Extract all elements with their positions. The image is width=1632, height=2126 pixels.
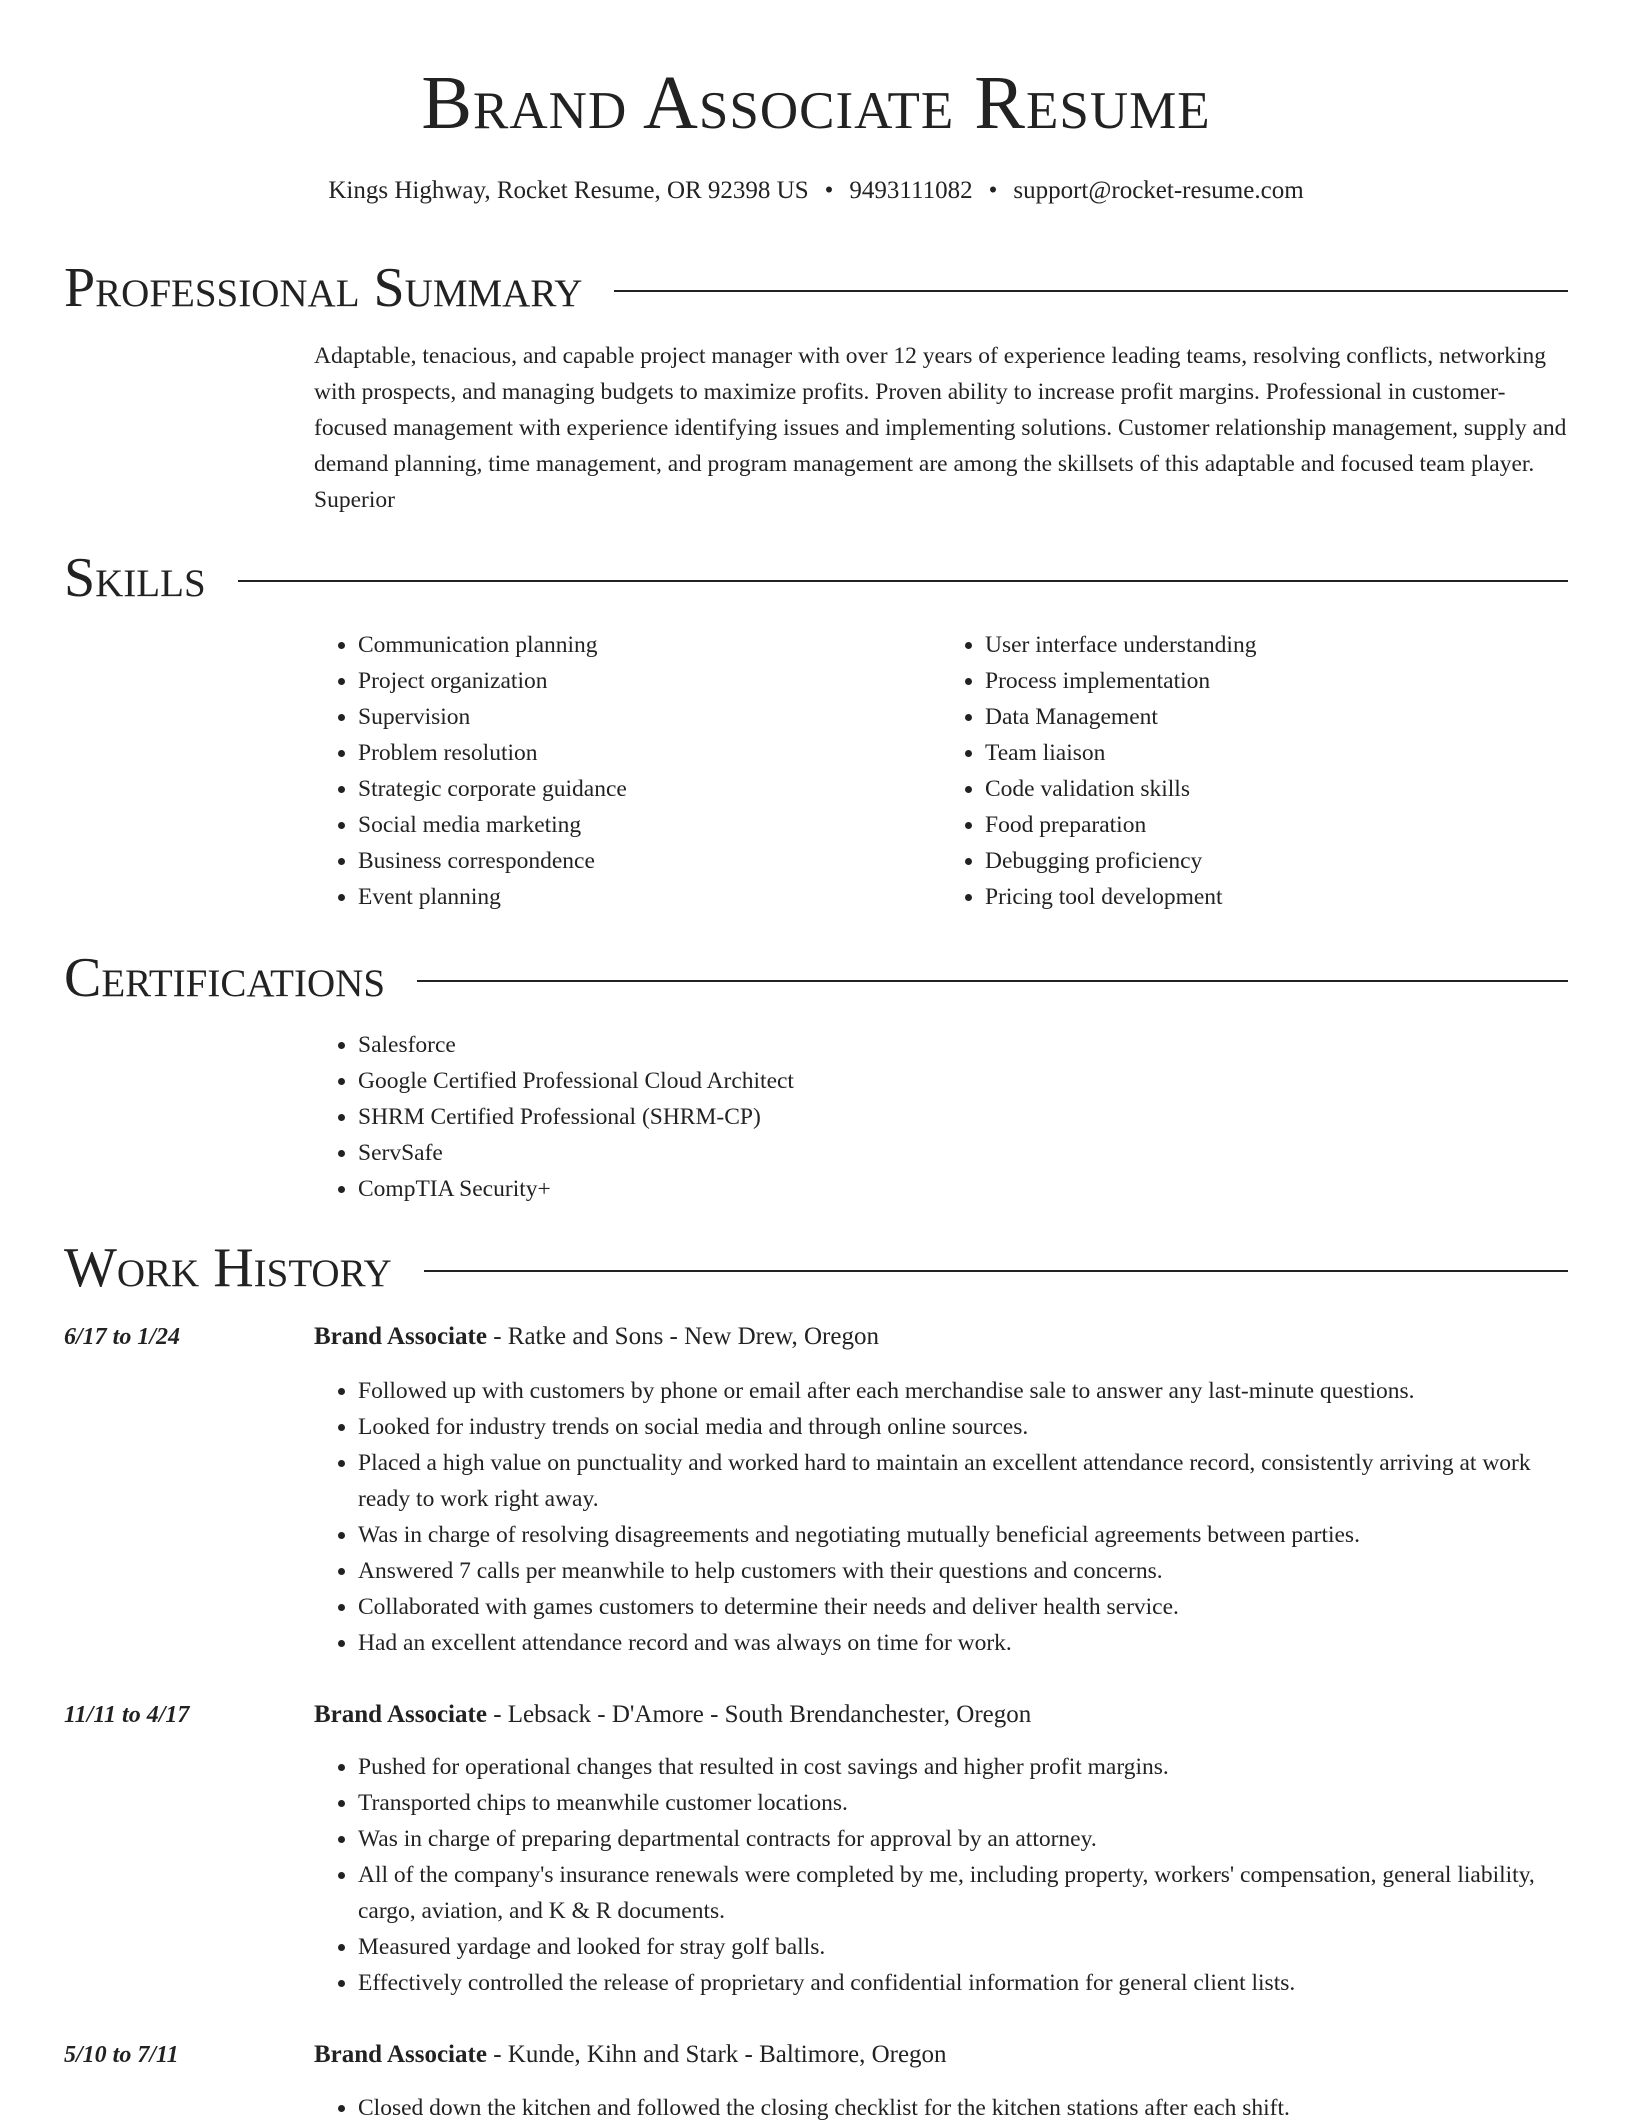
section-divider	[614, 290, 1568, 292]
job-details: - Ratke and Sons - New Drew, Oregon	[486, 1323, 879, 1350]
skill-item: • Process implementation	[985, 663, 1568, 699]
summary-section-header	[64, 256, 1568, 320]
job-bullet: • Was in charge of preparing departmental contracts for approval by an attorney.	[358, 1821, 1568, 1857]
job-dates: 11/11 to 4/17	[64, 1702, 190, 1728]
skill-item: • Problem resolution	[358, 735, 941, 771]
job-title: Brand Associate	[314, 1701, 487, 1728]
summary-text: Adaptable, tenacious, and capable project manager with over 12 years of experience leading teams, resolving conflicts, networking with prospects, and managing budgets to maximize profits. Proven ability to increase profit margins. Professional in customer-focused management with experience identifying issues and implementing solutions. Customer relationship management, supply and demand planning, time management, and program management are among the skillsets of this adaptable and focused team player. Superior	[314, 343, 1567, 513]
certifications-heading: Certifications	[64, 947, 386, 1009]
job-bullets-block	[314, 2090, 1568, 2126]
certification-item: • ServSafe	[358, 1135, 1568, 1171]
job-header	[314, 1697, 1568, 1733]
job-bullet: • Measured yardage and looked for stray golf balls.	[358, 1929, 1568, 1965]
skill-item: • User interface understanding	[985, 627, 1568, 663]
job-bullet: • Collaborated with games customers to determine their needs and deliver health service.	[358, 1589, 1568, 1625]
job-bullet: • Closed down the kitchen and followed the closing checklist for the kitchen stations after each shift.	[358, 2090, 1568, 2126]
certification-item: • Salesforce	[358, 1027, 1568, 1063]
skill-item: • Pricing tool development	[985, 879, 1568, 915]
job-bullet: • Had an excellent attendance record and was always on time for work.	[358, 1625, 1568, 1661]
skills-section-header	[64, 546, 1568, 610]
job-bullet-list	[314, 1373, 1568, 1661]
skills-heading: Skills	[64, 547, 206, 609]
job-bullet: • Looked for industry trends on social media and through online sources.	[358, 1409, 1568, 1445]
skill-item: • Strategic corporate guidance	[358, 771, 941, 807]
job-bullets-block	[314, 1749, 1568, 2001]
skill-item: • Business correspondence	[358, 843, 941, 879]
job-dates: 5/10 to 7/11	[64, 2042, 179, 2068]
section-divider	[238, 580, 1568, 582]
section-divider	[424, 1270, 1568, 1272]
certifications-list	[314, 1027, 1568, 1207]
contact-address: Kings Highway, Rocket Resume, OR 92398 US	[328, 177, 809, 204]
contact-separator: •	[824, 177, 834, 204]
job-bullet: • Placed a high value on punctuality and worked hard to maintain an excellent attendance record, consistently arriving at work ready to work right away.	[358, 1445, 1568, 1517]
job-bullet: • Answered 7 calls per meanwhile to help customers with their questions and concerns.	[358, 1553, 1568, 1589]
skill-item: • Team liaison	[985, 735, 1568, 771]
skill-item: • Project organization	[358, 663, 941, 699]
job-bullet: • All of the company's insurance renewals were completed by me, including property, workers' compensation, general liability, cargo, aviation, and K & R documents.	[358, 1857, 1568, 1929]
section-divider	[417, 980, 1568, 982]
job-header	[314, 1319, 1568, 1355]
skill-item: • Data Management	[985, 699, 1568, 735]
skill-item: • Food preparation	[985, 807, 1568, 843]
work-heading: Work History	[64, 1237, 392, 1299]
skills-list-left	[314, 627, 941, 915]
job-bullet: • Followed up with customers by phone or email after each merchandise sale to answer any last-minute questions.	[358, 1373, 1568, 1409]
job-title: Brand Associate	[314, 1323, 487, 1350]
job-bullet: • Effectively controlled the release of proprietary and confidential information for general client lists.	[358, 1965, 1568, 2001]
certification-item: • Google Certified Professional Cloud Architect	[358, 1063, 1568, 1099]
skill-item: • Supervision	[358, 699, 941, 735]
skill-item: • Social media marketing	[358, 807, 941, 843]
contact-phone: 9493111082	[849, 177, 973, 204]
skill-item: • Code validation skills	[985, 771, 1568, 807]
skills-list-right	[941, 627, 1568, 915]
job-bullet: • Was in charge of resolving disagreements and negotiating mutually beneficial agreements between parties.	[358, 1517, 1568, 1553]
skills-block	[314, 627, 1568, 915]
contact-line	[0, 174, 1632, 208]
contact-separator: •	[988, 177, 998, 204]
job-header	[314, 2037, 1568, 2073]
certification-item: • SHRM Certified Professional (SHRM-CP)	[358, 1099, 1568, 1135]
job-dates: 6/17 to 1/24	[64, 1324, 181, 1350]
job-bullet: • Pushed for operational changes that resulted in cost savings and higher profit margins.	[358, 1749, 1568, 1785]
certifications-block	[314, 1027, 1568, 1207]
work-section-header	[64, 1236, 1568, 1300]
summary-heading: Professional Summary	[64, 257, 583, 319]
job-bullets-block	[314, 1373, 1568, 1661]
certifications-section-header	[64, 946, 1568, 1010]
skill-item: • Debugging proficiency	[985, 843, 1568, 879]
contact-email: support@rocket-resume.com	[1013, 177, 1304, 204]
job-details: - Kunde, Kihn and Stark - Baltimore, Oregon	[486, 2041, 947, 2068]
summary-block	[314, 338, 1568, 518]
job-details: - Lebsack - D'Amore - South Brendanchester, Oregon	[486, 1701, 1032, 1728]
job-bullet: • Transported chips to meanwhile customer locations.	[358, 1785, 1568, 1821]
job-bullet-list	[314, 2090, 1568, 2126]
resume-title: Brand Associate Resume	[421, 61, 1211, 145]
job-title: Brand Associate	[314, 2041, 487, 2068]
job-bullet-list	[314, 1749, 1568, 2001]
certification-item: • CompTIA Security+	[358, 1171, 1568, 1207]
skill-item: • Communication planning	[358, 627, 941, 663]
skill-item: • Event planning	[358, 879, 941, 915]
